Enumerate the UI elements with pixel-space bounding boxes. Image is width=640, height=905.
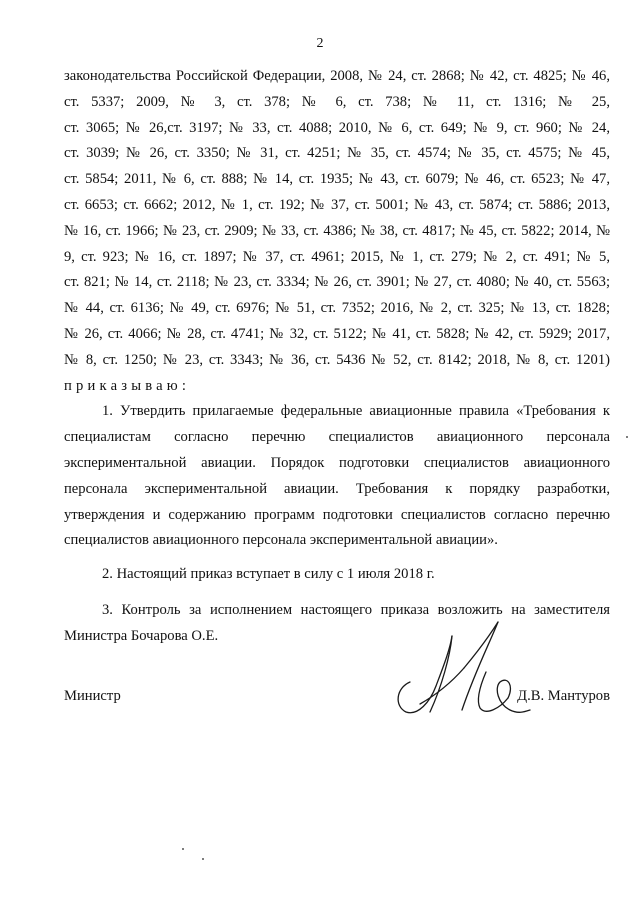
reference-line: законодательства Российской Федерации, 2008, № 24, ст. 2868; № 42, ст. 4825; № 46, [64, 68, 610, 84]
item-3-line: Министра Бочарова О.Е. [64, 627, 219, 644]
item-2-paragraph: 2. Настоящий приказ вступает в силу с 1 июля 2018 г. [102, 566, 435, 583]
item-3-line: 3. Контроль за исполнением настоящего приказа возложить на заместителя [102, 601, 610, 618]
reference-line: ст. 3065; № 26,ст. 3197; № 33, ст. 4088; 2010, № 6, ст. 649; № 9, ст. 960; № 24, [64, 119, 610, 136]
item-1-line: экспериментальной авиации. Порядок подготовки специалистов авиационного [64, 454, 610, 471]
document-body [64, 64, 610, 650]
reference-line: № 16, ст. 1966; № 23, ст. 2909; № 33, ст. 4386; № 38, ст. 4817; № 45, ст. 5822; 2014, № [64, 222, 610, 239]
signatory-name: Д.В. Мантуров [517, 688, 610, 704]
item-1-line: персонала экспериментальной авиации. Требования к порядку разработки, [64, 480, 610, 497]
item-1-line: специалистам согласно перечню специалистов авиационного персонала [64, 429, 610, 446]
reference-line: № 8, ст. 1250; № 23, ст. 3343; № 36, ст. 5436 № 52, ст. 8142; 2018, № 8, ст. 1201) [64, 351, 610, 368]
reference-line: ст. 821; № 14, ст. 2118; № 23, ст. 3334; № 26, ст. 3901; № 27, ст. 4080; № 40, ст. 5563; [64, 274, 610, 291]
item-1-line: утверждения и содержанию программ подготовки специалистов согласно перечню [64, 506, 610, 523]
item-1-line: 1. Утвердить прилагаемые федеральные авиационные правила «Требования к [102, 403, 610, 420]
item-1-last-line: специалистов авиационного персонала экспериментальной авиации». [64, 532, 498, 549]
legal-references [64, 64, 610, 374]
decree-word: приказываю: [64, 377, 191, 394]
scan-speck [626, 436, 628, 438]
scan-speck [182, 848, 184, 850]
reference-line: ст. 5337; 2009, № 3, ст. 378; № 6, ст. 738; № 11, ст. 1316; № 25, [64, 93, 610, 110]
handwritten-signature [390, 612, 590, 722]
reference-line: ст. 3039; № 26, ст. 3350; № 31, ст. 4251; № 35, ст. 4574; № 35, ст. 4575; № 45, [64, 145, 610, 162]
item-1-paragraph [64, 399, 610, 554]
reference-line: 9, ст. 923; № 16, ст. 1897; № 37, ст. 4961; 2015, № 1, ст. 279; № 2, ст. 491; № 5, [64, 248, 610, 265]
scan-speck [202, 858, 204, 860]
signature-block [64, 612, 610, 732]
page-number: 2 [316, 36, 324, 51]
signatory-title: Министр [64, 688, 121, 704]
reference-line: ст. 6653; ст. 6662; 2012, № 1, ст. 192; № 37, ст. 5001; № 43, ст. 5874; ст. 5886; 2013, [64, 196, 610, 213]
reference-line: ст. 5854; 2011, № 6, ст. 888; № 14, ст. 1935; № 43, ст. 6079; № 46, ст. 6523; № 47, [64, 171, 610, 188]
reference-line: № 44, ст. 6136; № 49, ст. 6976; № 51, ст. 7352; 2016, № 2, ст. 325; № 13, ст. 1828; [64, 300, 610, 317]
reference-line: № 26, ст. 4066; № 28, ст. 4741; № 32, ст. 5122; № 41, ст. 5828; № 42, ст. 5929; 2017, [64, 325, 610, 342]
